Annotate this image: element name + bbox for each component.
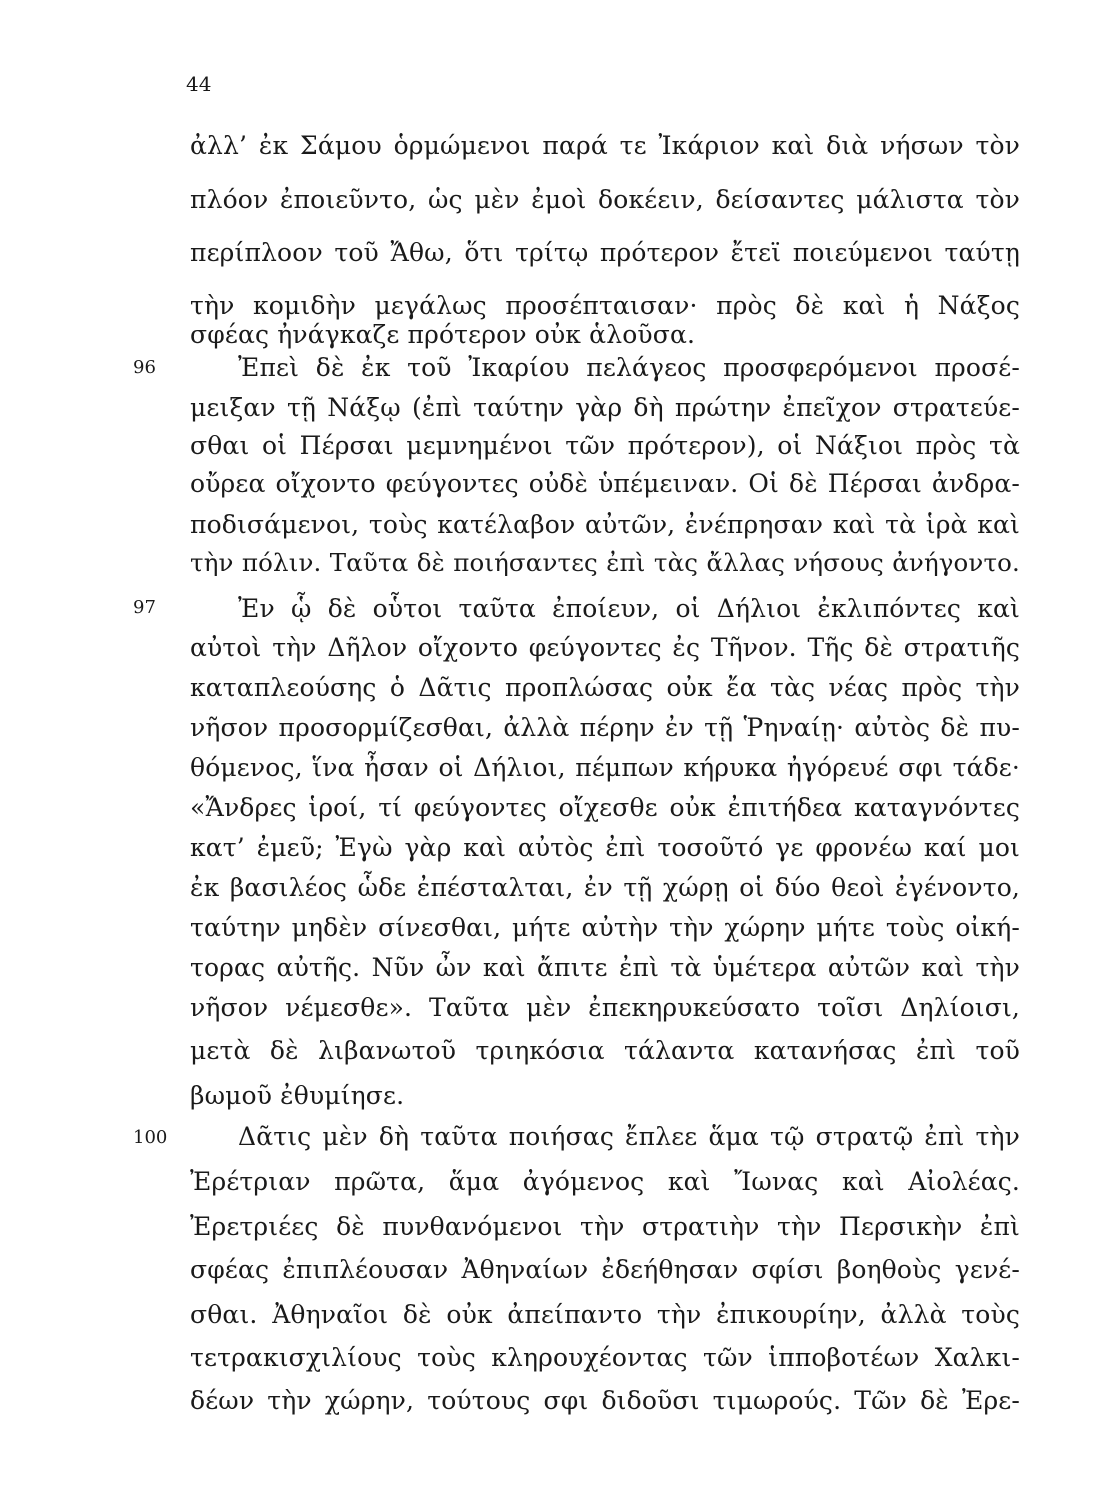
text-line: νῆσον νέμεσθε». Ταῦτα μὲν ἐπεκηρυκεύσατο τοῖσι Δηλίοισι, <box>190 993 1020 1022</box>
chapter-number-100: 100 <box>133 1127 168 1148</box>
text-line: Δᾶτις μὲν δὴ ταῦτα ποιήσας ἔπλεε ἅμα τῷ στρατῷ ἐπὶ τὴν <box>238 1122 1020 1151</box>
text-line: τορας αὐτῆς. Νῦν ὦν καὶ ἄπιτε ἐπὶ τὰ ὑμέτερα αὐτῶν καὶ τὴν <box>190 953 1020 982</box>
chapter-number-97: 97 <box>133 597 156 618</box>
chapter-number-96: 96 <box>133 357 156 378</box>
text-line: τὴν κομιδὴν μεγάλως προσέπταισαν· πρὸς δὲ καὶ ἡ Νάξος <box>190 291 1020 320</box>
text-line: Ἐρέτριαν πρῶτα, ἅμα ἀγόμενος καὶ Ἴωνας καὶ Αἰολέας. <box>190 1167 1020 1196</box>
page-number: 44 <box>186 72 212 96</box>
text-line: «Ἄνδρες ἱροί, τί φεύγοντες οἴχεσθε οὐκ ἐπιτήδεα καταγνόντες <box>190 793 1020 822</box>
text-line: ἐκ βασιλέος ὧδε ἐπέσταλται, ἐν τῇ χώρῃ οἱ δύο θεοὶ ἐγένοντο, <box>190 873 1020 902</box>
text-line: Ἐπεὶ δὲ ἐκ τοῦ Ἰκαρίου πελάγεος προσφερόμενοι προσέ- <box>238 353 1020 382</box>
text-line: καταπλεούσης ὁ Δᾶτις προπλώσας οὐκ ἔα τὰς νέας πρὸς τὴν <box>190 673 1020 702</box>
text-line: δέων τὴν χώρην, τούτους σφι διδοῦσι τιμωρούς. Τῶν δὲ Ἐρε- <box>190 1386 1020 1415</box>
text-line: κατ’ ἐμεῦ; Ἐγὼ γὰρ καὶ αὐτὸς ἐπὶ τοσοῦτό γε φρονέω καί μοι <box>190 833 1020 862</box>
text-line: Ἐν ᾧ δὲ οὗτοι ταῦτα ἐποίευν, οἱ Δήλιοι ἐκλιπόντες καὶ <box>238 594 1020 623</box>
text-line: περίπλοον τοῦ Ἄθω, ὅτι τρίτῳ πρότερον ἔτεϊ ποιεύμενοι ταύτῃ <box>190 238 1020 267</box>
text-line: ἀλλ’ ἐκ Σάμου ὁρμώμενοι παρά τε Ἰκάριον καὶ διὰ νήσων τὸν <box>190 131 1020 160</box>
text-line: πλόον ἐποιεῦντο, ὡς μὲν ἐμοὶ δοκέειν, δείσαντες μάλιστα τὸν <box>190 185 1020 214</box>
text-line: θόμενος, ἵνα ἦσαν οἱ Δήλιοι, πέμπων κήρυκα ἠγόρευέ σφι τάδε· <box>190 753 1020 782</box>
text-line: μετὰ δὲ λιβανωτοῦ τριηκόσια τάλαντα κατανήσας ἐπὶ τοῦ <box>190 1036 1020 1065</box>
text-line: βωμοῦ ἐθυμίησε. <box>190 1081 405 1110</box>
text-line: σθαι οἱ Πέρσαι μεμνημένοι τῶν πρότερον), οἱ Νάξιοι πρὸς τὰ <box>190 431 1020 460</box>
text-line: τετρακισχιλίους τοὺς κληρουχέοντας τῶν ἱπποβοτέων Χαλκι- <box>190 1343 1020 1372</box>
text-line: τὴν πόλιν. Ταῦτα δὲ ποιήσαντες ἐπὶ τὰς ἄλλας νήσους ἀνήγοντο. <box>190 548 1020 577</box>
text-line: αὐτοὶ τὴν Δῆλον οἴχοντο φεύγοντες ἐς Τῆνον. Τῆς δὲ στρατιῆς <box>190 633 1020 662</box>
text-line: ποδισάμενοι, τοὺς κατέλαβον αὐτῶν, ἐνέπρησαν καὶ τὰ ἱρὰ καὶ <box>190 510 1020 539</box>
text-line: ταύτην μηδὲν σίνεσθαι, μήτε αὐτὴν τὴν χώρην μήτε τοὺς οἰκή- <box>190 913 1020 942</box>
text-line: σφέας ἐπιπλέουσαν Ἀθηναίων ἐδεήθησαν σφίσι βοηθοὺς γενέ- <box>190 1255 1020 1284</box>
text-line-final-96-prelude: σφέας ἠνάγκαζε πρότερον οὐκ ἁλοῦσα. <box>190 320 696 349</box>
text-line: οὔρεα οἴχοντο φεύγοντες οὐδὲ ὑπέμειναν. Οἱ δὲ Πέρσαι ἀνδρα- <box>190 469 1020 498</box>
text-line: σθαι. Ἀθηναῖοι δὲ οὐκ ἀπείπαντο τὴν ἐπικουρίην, ἀλλὰ τοὺς <box>190 1300 1020 1329</box>
text-line: νῆσον προσορμίζεσθαι, ἀλλὰ πέρην ἐν τῇ Ῥηναίῃ· αὐτὸς δὲ πυ- <box>190 713 1020 742</box>
text-line: μειξαν τῇ Νάξῳ (ἐπὶ ταύτην γὰρ δὴ πρώτην ἐπεῖχον στρατεύε- <box>190 393 1020 422</box>
text-line: Ἐρετριέες δὲ πυνθανόμενοι τὴν στρατιὴν τὴν Περσικὴν ἐπὶ <box>190 1212 1020 1241</box>
